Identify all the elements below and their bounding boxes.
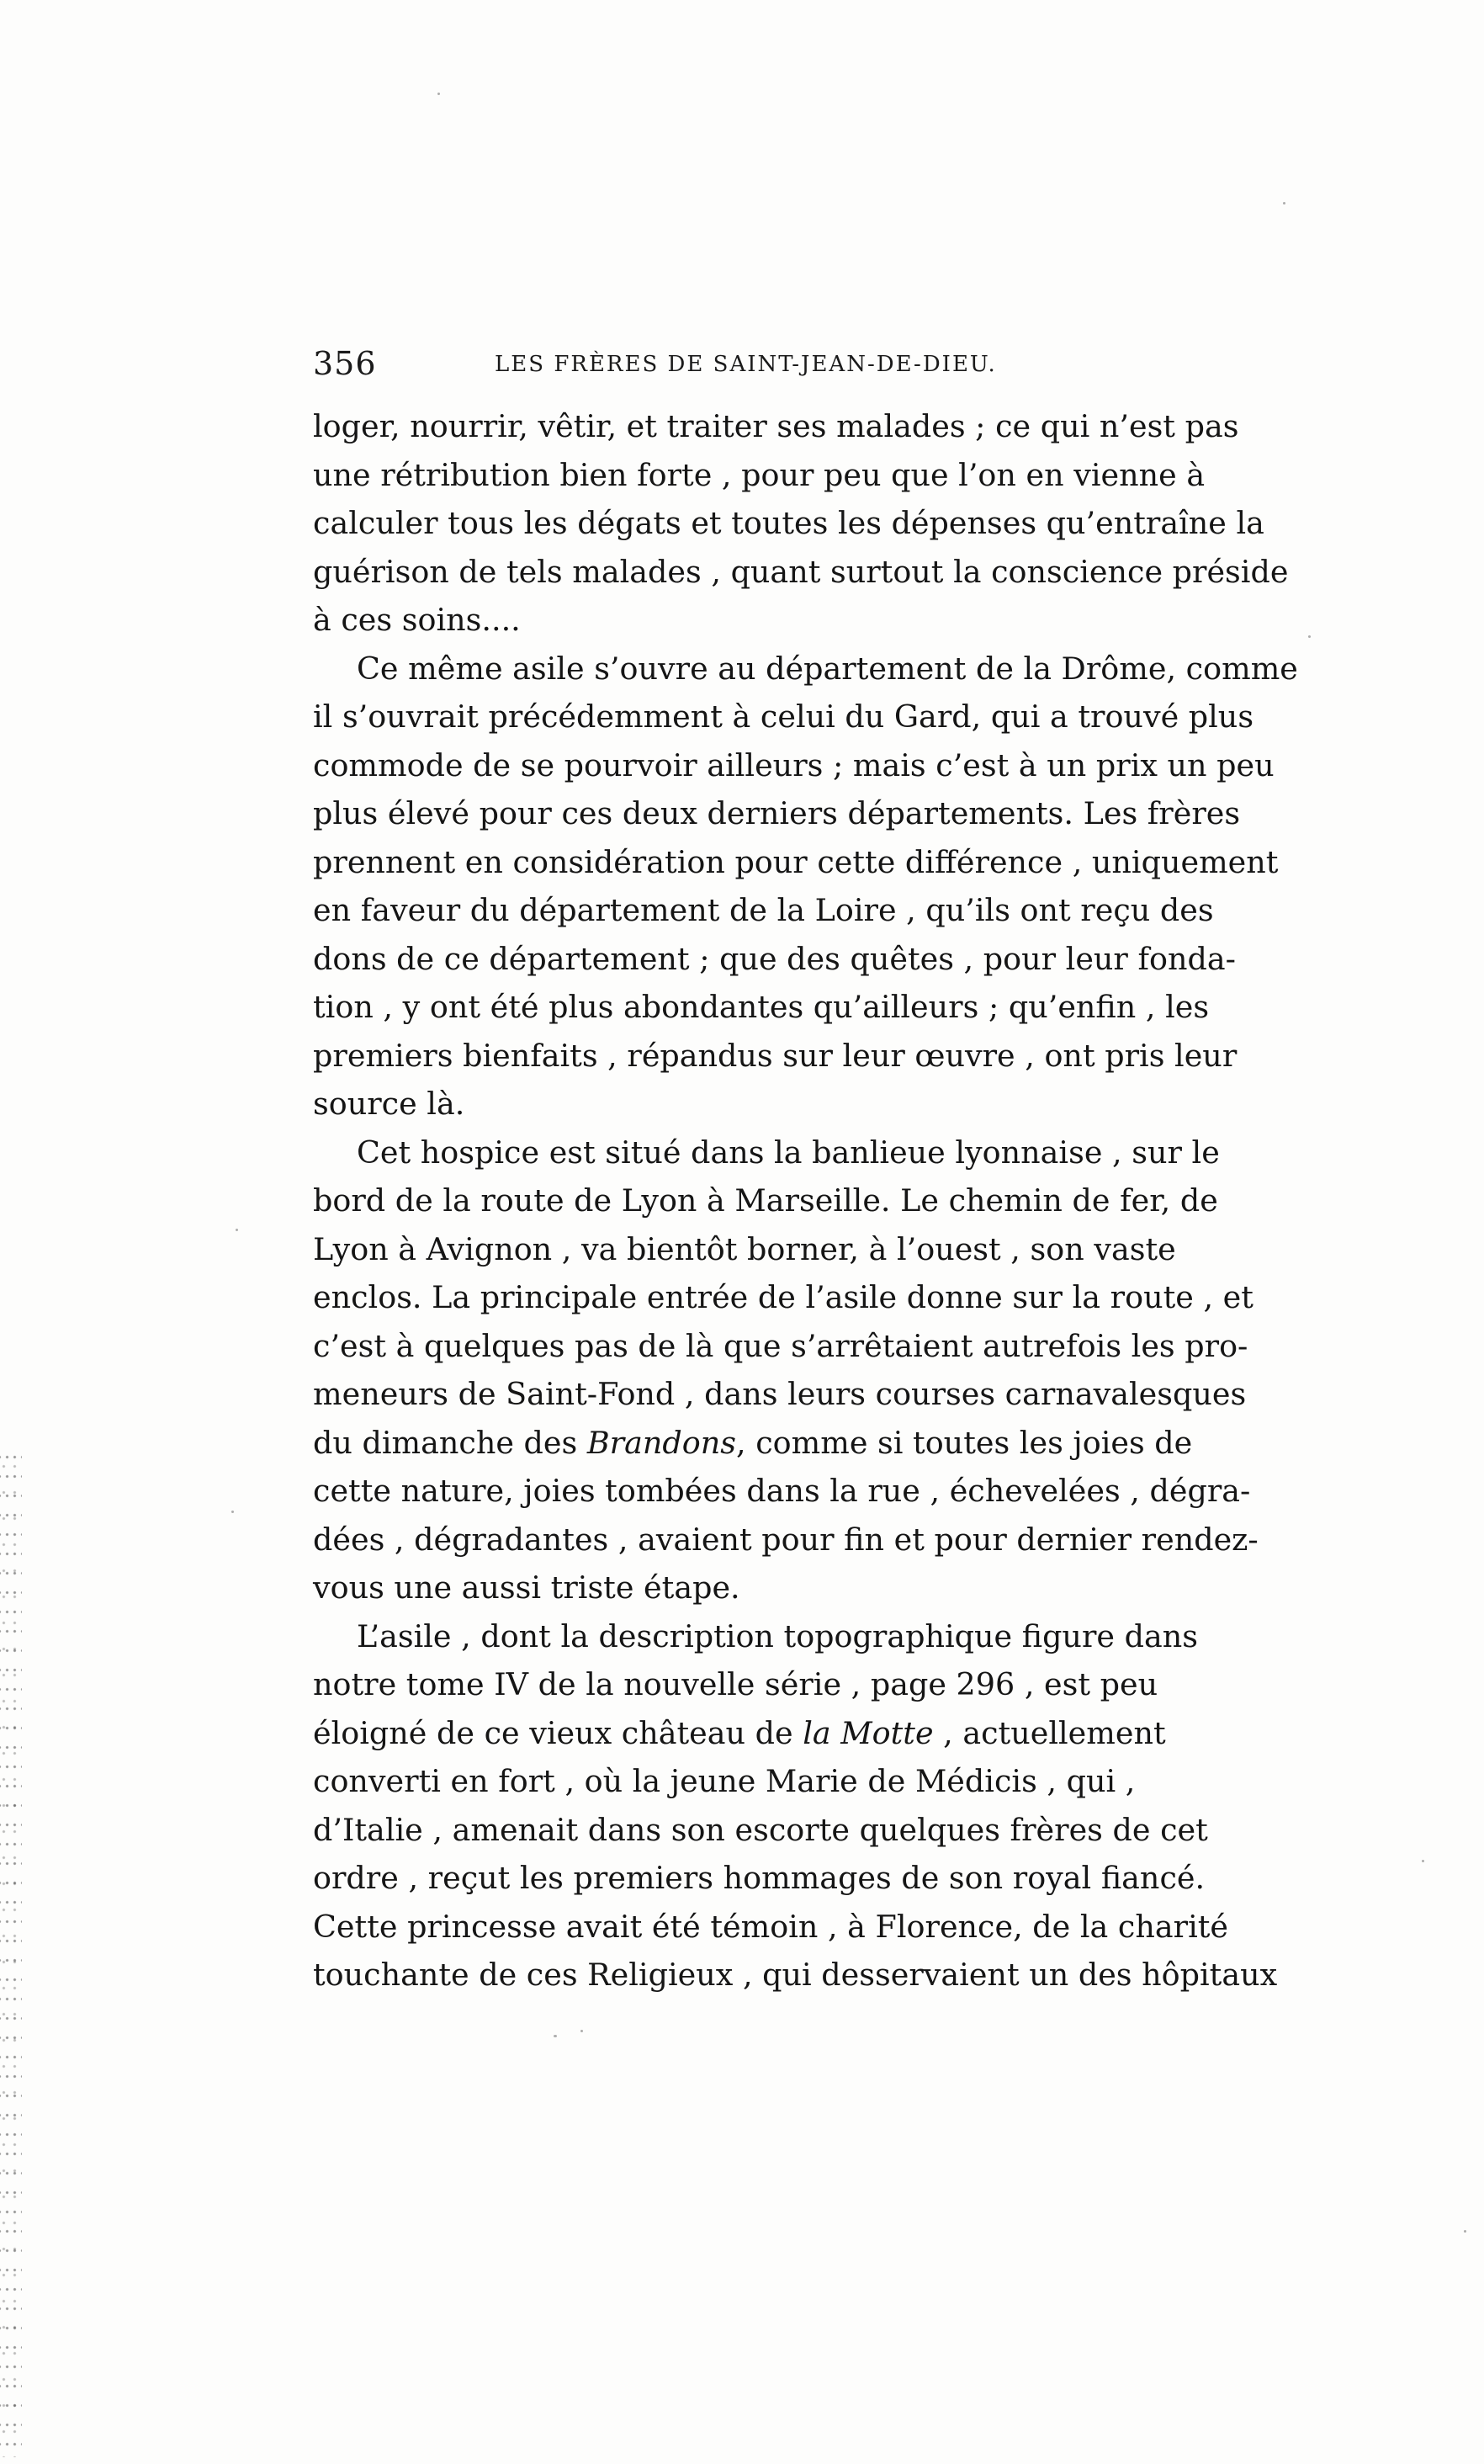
text-line: Lyon à Avignon , va bientôt borner, à l’ouest , son vaste <box>313 1230 1176 1267</box>
text-line: premiers bienfaits , répandus sur leur œuvre , ont pris leur <box>313 1037 1238 1074</box>
scan-speck <box>1283 202 1285 204</box>
text-line: commode de se pourvoir ailleurs ; mais c’est à un prix un peu <box>313 746 1275 783</box>
page-header <box>313 345 1050 396</box>
scan-speck <box>236 1229 238 1231</box>
text-line: cette nature, joies tombées dans la rue , échevelées , dégra- <box>313 1473 1251 1509</box>
paragraph-2 <box>313 645 1298 1128</box>
page-number: 356 <box>313 345 377 382</box>
text-line: c’est à quelques pas de là que s’arrêtaient autrefois les pro- <box>313 1327 1248 1364</box>
text-line-with-italic <box>313 1709 1166 1758</box>
body-text <box>313 402 1298 1999</box>
text-line-with-italic <box>313 1419 1193 1468</box>
text-line: dons de ce département ; que des quêtes , pour leur fonda- <box>313 940 1236 977</box>
scan-speck <box>1308 635 1311 638</box>
text-line: une rétribution bien forte , pour peu que l’on en vienne à <box>313 456 1206 493</box>
text-line: plus élevé pour ces deux derniers départements. Les frères <box>313 795 1241 831</box>
text-line: bord de la route de Lyon à Marseille. Le chemin de fer, de <box>313 1182 1218 1219</box>
text-line: tion , y ont été plus abondantes qu’ailleurs ; qu’enfin , les <box>313 989 1210 1025</box>
text-line: prennent en considération pour cette différence , uniquement <box>313 843 1279 880</box>
text-line: à ces soins.... <box>313 602 521 638</box>
text-line: notre tome IV de la nouvelle série , page 296 , est peu <box>313 1666 1158 1702</box>
paragraph-3 <box>313 1128 1259 1612</box>
paragraph-1 <box>313 402 1289 645</box>
text-line: meneurs de Saint-Fond , dans leurs courses carnavalesques <box>313 1376 1247 1412</box>
text-segment: , actuellement <box>933 1714 1166 1751</box>
text-line: calculer tous les dégats et toutes les dépenses qu’entraîne la <box>313 505 1264 541</box>
text-line: source là. <box>313 1086 465 1122</box>
scan-speck <box>580 2030 583 2032</box>
text-line: en faveur du département de la Loire , qu’ils ont reçu des <box>313 892 1214 928</box>
scan-edge-noise <box>0 1447 22 2457</box>
text-segment: éloigné de ce vieux château de <box>313 1714 803 1751</box>
scan-speck <box>231 1511 234 1513</box>
text-line: Cet hospice est situé dans la banlieue lyonnaise , sur le <box>357 1134 1220 1171</box>
paragraph-4 <box>313 1612 1278 1999</box>
text-line: ordre , reçut les premiers hommages de son royal fiancé. <box>313 1860 1206 1896</box>
text-line: dées , dégradantes , avaient pour fin et pour dernier rendez- <box>313 1521 1259 1558</box>
scan-speck <box>1464 2230 1466 2233</box>
italic-term: Brandons <box>586 1424 736 1461</box>
text-line: enclos. La principale entrée de l’asile donne sur la route , et <box>313 1279 1253 1315</box>
text-line: Cette princesse avait été témoin , à Florence, de la charité <box>313 1908 1229 1945</box>
text-line: L’asile , dont la description topographique figure dans <box>357 1617 1198 1654</box>
text-line: loger, nourrir, vêtir, et traiter ses malades ; ce qui n’est pas <box>313 408 1239 444</box>
text-line: il s’ouvrait précédemment à celui du Gard, qui a trouvé plus <box>313 698 1254 735</box>
scan-speck <box>554 2035 557 2037</box>
text-segment: , comme si toutes les joies de <box>735 1424 1193 1461</box>
text-line: converti en fort , où la jeune Marie de Médicis , qui , <box>313 1763 1136 1799</box>
text-line: guérison de tels malades , quant surtout la conscience préside <box>313 553 1289 590</box>
text-line: vous une aussi triste étape. <box>313 1569 740 1606</box>
text-line: touchante de ces Religieux , qui desservaient un des hôpitaux <box>313 1957 1278 1993</box>
text-line: Ce même asile s’ouvre au département de la Drôme, comme <box>357 650 1298 687</box>
italic-term: la Motte <box>803 1714 934 1751</box>
running-title: LES FRÈRES DE SAINT-JEAN-DE-DIEU. <box>495 352 997 377</box>
text-segment: du dimanche des <box>313 1424 587 1461</box>
text-line: d’Italie , amenait dans son escorte quelques frères de cet <box>313 1811 1208 1848</box>
scan-speck <box>1422 1860 1424 1862</box>
scan-speck <box>437 93 440 95</box>
